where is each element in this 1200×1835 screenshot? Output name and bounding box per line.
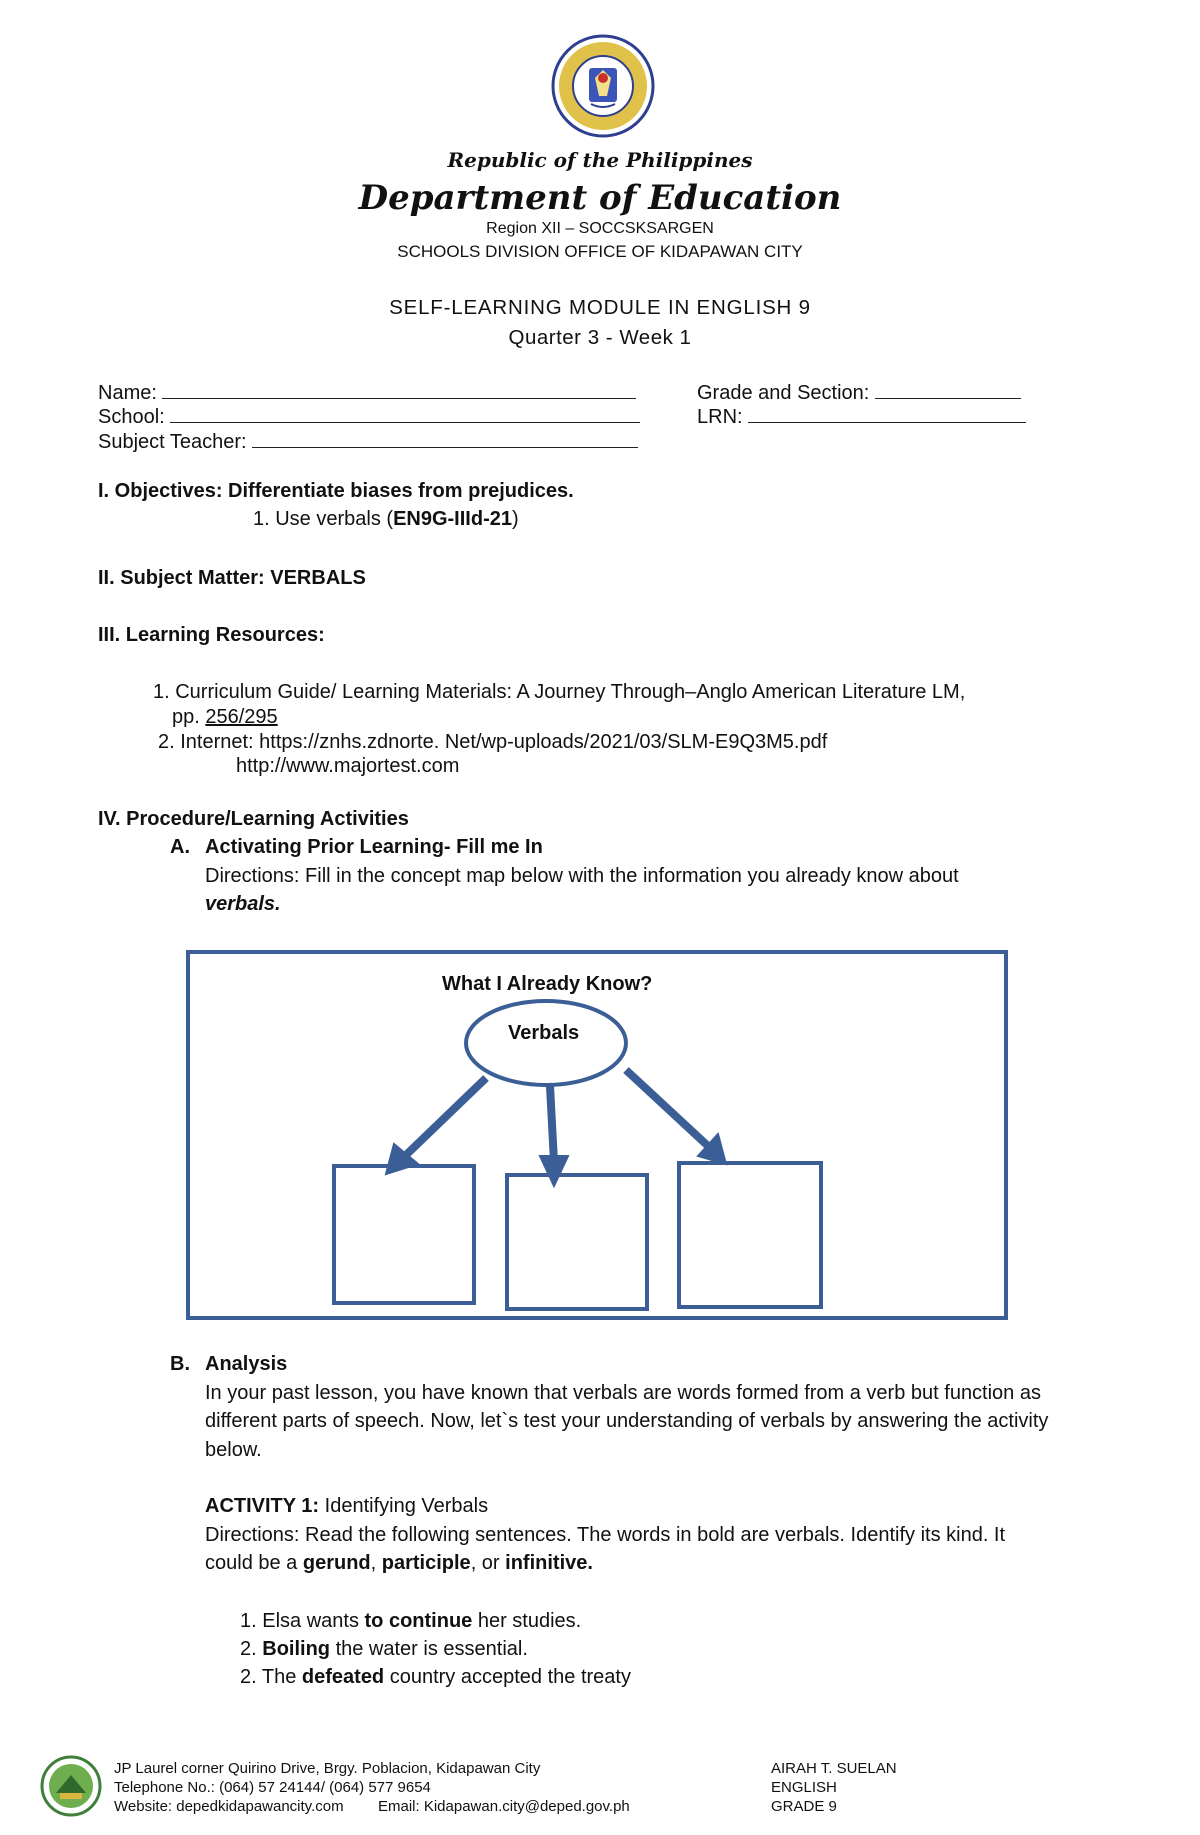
activity-1-title: Identifying Verbals	[319, 1495, 489, 1517]
kind-infinitive: infinitive.	[505, 1552, 593, 1574]
procedure-heading: IV. Procedure/Learning Activities	[98, 808, 409, 830]
footer-website[interactable]: Website: depedkidapawancity.com	[114, 1798, 344, 1815]
objectives-heading: I. Objectives: Differentiate biases from prejudices.	[98, 480, 574, 502]
arrow-left	[386, 1078, 486, 1174]
activity-directions-line-2	[205, 1552, 593, 1575]
name-field[interactable]	[98, 380, 636, 405]
objective-item	[253, 508, 519, 531]
kinds-sep-2: , or	[470, 1552, 506, 1574]
footer-address: JP Laurel corner Quirino Drive, Brgy. Poblacion, Kidapawan City	[114, 1760, 541, 1777]
footer-grade: GRADE 9	[771, 1798, 837, 1815]
republic-heading: Republic of the Philippines	[447, 148, 753, 172]
grade-section-field[interactable]	[697, 380, 1021, 405]
activity-1-label: ACTIVITY 1:	[205, 1495, 320, 1517]
pages-link[interactable]: 256/295	[205, 706, 278, 728]
section-a-directions: Directions: Fill in the concept map below with the information you already know about	[205, 865, 959, 887]
footer-email[interactable]: Email: Kidapawan.city@deped.gov.ph	[378, 1798, 630, 1815]
division-logo	[40, 1755, 102, 1817]
concept-map-center-label: Verbals	[508, 1022, 580, 1044]
analysis-line-3: below.	[205, 1439, 262, 1461]
kind-participle: participle	[381, 1552, 471, 1574]
footer-author: AIRAH T. SUELAN	[771, 1760, 897, 1777]
answer-box-2	[507, 1175, 647, 1309]
school-label: School:	[98, 406, 165, 428]
sentence-3-verbal: defeated	[301, 1666, 385, 1688]
objective-item-suffix: )	[511, 508, 519, 530]
analysis-line-2: different parts of speech. Now, let`s test your understanding of verbals by answering the activity	[205, 1410, 1049, 1432]
activity-1-heading	[205, 1495, 488, 1518]
answer-box-1	[334, 1166, 474, 1303]
school-field[interactable]	[98, 404, 640, 429]
sentence-2	[240, 1638, 528, 1661]
division-line: SCHOOLS DIVISION OFFICE OF KIDAPAWAN CITY	[397, 242, 803, 261]
activity-directions-line-1: Directions: Read the following sentences. The words in bold are verbals. Identify its kind. It	[205, 1524, 1006, 1546]
grade-section-label: Grade and Section:	[697, 382, 870, 404]
module-title: SELF-LEARNING MODULE IN ENGLISH 9	[389, 296, 811, 319]
sentence-1-pre: 1. Elsa wants	[240, 1610, 365, 1632]
resource-item-2: 2. Internet: https://znhs.zdnorte. Net/wp-uploads/2021/03/SLM-E9Q3M5.pdf	[158, 731, 828, 753]
resource-item-1: 1. Curriculum Guide/ Learning Materials: A Journey Through–Anglo American Literature LM,	[153, 681, 966, 703]
kinds-sep-1: ,	[370, 1552, 382, 1574]
region-line: Region XII – SOCCSKSARGEN	[486, 220, 714, 237]
section-a-letter: A.	[170, 836, 190, 858]
arrow-right	[626, 1070, 726, 1164]
footer-subject: ENGLISH	[771, 1779, 837, 1796]
resources-heading: III. Learning Resources:	[98, 624, 325, 646]
subject-teacher-label: Subject Teacher:	[98, 431, 247, 453]
name-label: Name:	[98, 382, 157, 404]
concept-map	[186, 950, 1008, 1320]
sentence-3-pre: 2. The	[240, 1666, 302, 1688]
section-b-letter: B.	[170, 1353, 190, 1375]
concept-map-drawing	[186, 950, 1008, 1320]
subject-teacher-field[interactable]	[98, 429, 638, 454]
sentence-1	[240, 1610, 581, 1633]
sentence-3	[240, 1666, 631, 1689]
concept-map-frame	[188, 952, 1006, 1318]
sentence-3-post: country accepted the treaty	[384, 1666, 631, 1688]
section-a-directions-emphasis: verbals.	[205, 893, 281, 915]
lrn-label: LRN:	[697, 406, 743, 428]
answer-box-3	[679, 1163, 821, 1307]
subject-matter: II. Subject Matter: VERBALS	[98, 567, 366, 589]
kinds-prefix: could be a	[205, 1552, 303, 1574]
lrn-field[interactable]	[697, 404, 1026, 429]
department-heading: Department of Education	[358, 178, 842, 218]
section-a-title: Activating Prior Learning- Fill me In	[205, 836, 543, 858]
resource-item-2-url[interactable]: http://www.majortest.com	[236, 755, 460, 777]
sentence-2-post: the water is essential.	[330, 1638, 528, 1660]
objective-item-prefix: 1. Use verbals (	[253, 508, 394, 530]
concept-map-title: What I Already Know?	[442, 973, 653, 995]
resource-item-1-pages	[172, 706, 278, 729]
sentence-1-post: her studies.	[472, 1610, 582, 1632]
sentence-2-verbal: Boiling	[262, 1638, 331, 1660]
arrow-middle	[540, 1086, 568, 1186]
deped-seal	[551, 34, 655, 138]
sentence-1-verbal: to continue	[364, 1610, 473, 1632]
kind-gerund: gerund	[302, 1552, 371, 1574]
analysis-line-1: In your past lesson, you have known that verbals are words formed from a verb but function as	[205, 1382, 1041, 1404]
footer-telephone: Telephone No.: (064) 57 24144/ (064) 577 9654	[114, 1779, 431, 1796]
pages-prefix: pp.	[172, 706, 200, 728]
section-b-title: Analysis	[205, 1353, 288, 1375]
quarter-week: Quarter 3 - Week 1	[508, 326, 692, 349]
objective-code: EN9G-IIId-21	[393, 508, 512, 530]
sentence-2-pre: 2.	[240, 1638, 263, 1660]
